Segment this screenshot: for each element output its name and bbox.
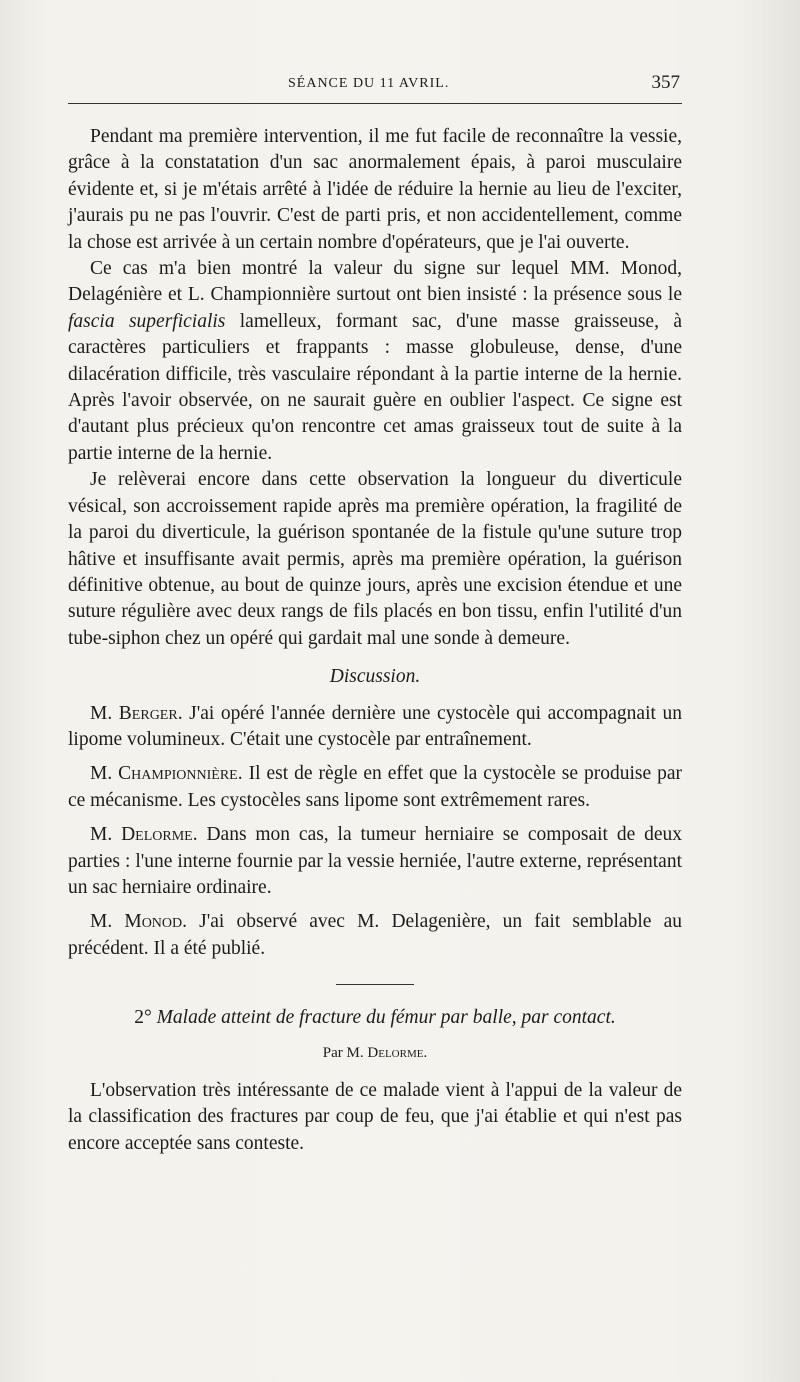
- running-title: SÉANCE DU 11 AVRIL.: [288, 76, 450, 91]
- discussion-entry: [68, 701, 682, 754]
- paragraph-1: Pendant ma première intervention, il me fut facile de reconnaître la vessie, grâce à la constatation d'un sac anormalement épais, à paroi musculaire évidente et, si je m'étais arrêté à l'idée de réduire la hernie au lieu de l'exciter, j'aurais pu ne pas l'ouvrir. C'est de parti pris, et non accidentellement, comme la chose est arrivée à un certain nombre d'opérateurs, que je l'ai ouverte.: [68, 126, 682, 253]
- article-author: [68, 1040, 682, 1066]
- speaker-name: M. Monod.: [90, 911, 188, 933]
- speaker-name: M. Championnière.: [90, 763, 243, 785]
- article-number: 2°: [134, 1007, 152, 1029]
- paragraph-2-part-b: lamelleux, formant sac, d'une masse graisseuse, à caractères particuliers et frappants : masse globuleuse, dense, d'une dilacération difficile, très vasculaire répondant à la partie interne de la hernie. Après l'avoir observée, on ne saurait guère en oublier l'aspect. Ce signe est d'autant plus précieux qu'on rencontre cet amas graisseux tout de suite à la partie interne de la hernie.: [68, 310, 682, 464]
- paragraph-2-emphasis: fascia superficialis: [68, 310, 226, 332]
- paragraph-3: Je relèverai encore dans cette observation la longueur du diverticule vésical, son accroissement rapide après ma première opération, la fragilité de la paroi du diverticule, la guérison spontanée de la fistule qu'une suture trop hâtive et insuffisante avait permis, après ma première opération, la guérison définitive obtenue, au bout de quinze jours, après une excision étendue et une suture régulière avec deux rangs de fils placés en bon tissu, enfin l'utilité d'un tube-siphon chez un opéré qui gardait mal une sonde à demeure.: [68, 469, 682, 649]
- speaker-name: M. Berger.: [90, 702, 183, 724]
- author-name: Delorme.: [367, 1044, 428, 1061]
- speaker-name: M. Delorme.: [90, 824, 198, 846]
- discussion-entry: [68, 761, 682, 814]
- article-paragraph: L'observation très intéressante de ce malade vient à l'appui de la valeur de la classification des fractures par coup de feu, que j'ai établie et qui n'est pas encore acceptée sans conteste.: [68, 1080, 682, 1154]
- discussion-title: Discussion.: [329, 666, 421, 688]
- article-title: [68, 1005, 682, 1031]
- author-prefix: Par M.: [322, 1044, 368, 1061]
- discussion-entry: [68, 822, 682, 901]
- section-divider: [336, 984, 414, 985]
- discussion-entry: [68, 909, 682, 962]
- discussion-text: Il est de règle en effet que la cystocèle se produise par ce mécanisme. Les cystocèles sans lipome sont extrêmement rares.: [68, 763, 682, 811]
- paragraph-2: [68, 256, 682, 467]
- page-number: 357: [651, 72, 680, 93]
- header-rule: [68, 103, 682, 104]
- discussion-text: Dans mon cas, la tumeur herniaire se composait de deux parties : l'une interne fournie par la vessie herniée, l'autre externe, représentant un sac herniaire ordinaire.: [68, 824, 682, 898]
- article-title-text: Malade atteint de fracture du fémur par balle, par contact.: [156, 1007, 616, 1029]
- body-text: [68, 124, 682, 1157]
- discussion-text: J'ai opéré l'année dernière une cystocèle qui accompagnait un lipome volumineux. C'était une cystocèle par entraînement.: [68, 702, 682, 750]
- paragraph-2-part-a: Ce cas m'a bien montré la valeur du signe sur lequel MM. Monod, Delagénière et L. Championnière surtout ont bien insisté : la présence sous le: [68, 258, 682, 306]
- discussion-text: J'ai observé avec M. Delagenière, un fait semblable au précédent. Il a été publié.: [68, 911, 682, 959]
- page-header: [68, 72, 682, 102]
